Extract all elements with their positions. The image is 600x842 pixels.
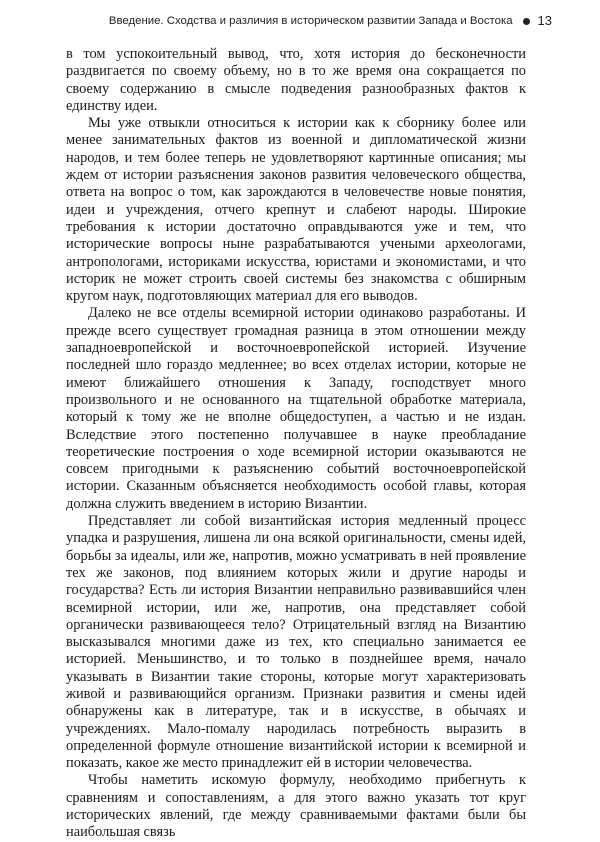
running-title: Введение. Сходства и различия в историческом развитии Запада и Востока: [108, 15, 513, 27]
body-text: [66, 46, 526, 842]
paragraph: Представляет ли собой византийская история медленный процесс упадка и разрушения, лишена ли она всякой оригинальности, смены идей, борьбы за идеалы, или же, напротив, можно усматривать в ней проявление тех же законов, под влиянием которых жили и другие народы и государства? Есть ли история Византии неправильно развивавшийся член всемирной истории, или же, напротив, она представляет собой органически развивающееся тело? Отрицательный взгляд на Византию высказывался многими даже из тех, кто специально занимается ее историей. Меньшинство, и то только в позднейшее время, начало указывать в Византии такие стороны, которые могут характеризовать живой и развивающийся организм. Признаки развития и смены идей обнаружены как в литературе, так и в искусстве, в обычаях и учреждениях. Мало-помалу народилась потребность выразить в определенной формуле отношение византийской истории к всемирной и показать, какое же место принадлежит ей в истории человечества.: [66, 513, 526, 772]
bullet-separator: [523, 18, 530, 25]
paragraph: Чтобы наметить искомую формулу, необходимо прибегнуть к сравнениям и сопоставлениям, а для этого важно указать тот круг исторических явлений, где между сравниваемыми фактами были бы наибольшая связь: [66, 772, 526, 841]
paragraph: Мы уже отвыкли относиться к истории как к сборнику более или менее занимательных фактов из военной и дипломатической жизни народов, и тем более теперь не удовлетворяют картинные описания; мы ждем от истории разъяснения законов развития человеческого общества, ответа на вопрос о том, как зарождаются в человечестве новые понятия, идеи и учреждения, отчего крепнут и слабеют народы. Широкие требования к истории достаточно оправдываются уже и тем, что исторические вопросы ныне разрабатываются учеными археологами, антропологами, историками искусства, юристами и экономистами, и что историк не может строить своей системы без знакомства с обширным кругом наук, подготовляющих материал для его выводов.: [66, 115, 526, 305]
paragraph: Далеко не все отделы всемирной истории одинаково разработаны. И прежде всего существует громадная разница в этом отношении между западноевропейской и восточноевропейской историей. Изучение последней шло гораздо медленнее; во всех отделах истории, которые не имеют ближайшего отношения к Западу, господствует много произвольного и не основанного на тщательной обработке материала, который к тому же не вполне общедоступен, а частью и не издан. Вследствие этого постепенно получавшее в науке преобладание теоретические построения о ходе всемирной истории оказываются не совсем пригодными к разъяснению событий восточноевропейской истории. Сказанным объясняется необходимость особой главы, которая должна служить введением в историю Византии.: [66, 305, 526, 512]
running-header: [66, 13, 552, 29]
page-number: 13: [537, 13, 552, 28]
paragraph: в том успокоительный вывод, что, хотя история до бесконечности раздвигается по своему объему, но в то же время она сокращается по своему содержанию в смысле подведения разнообразных фактов к единству идеи.: [66, 46, 526, 114]
